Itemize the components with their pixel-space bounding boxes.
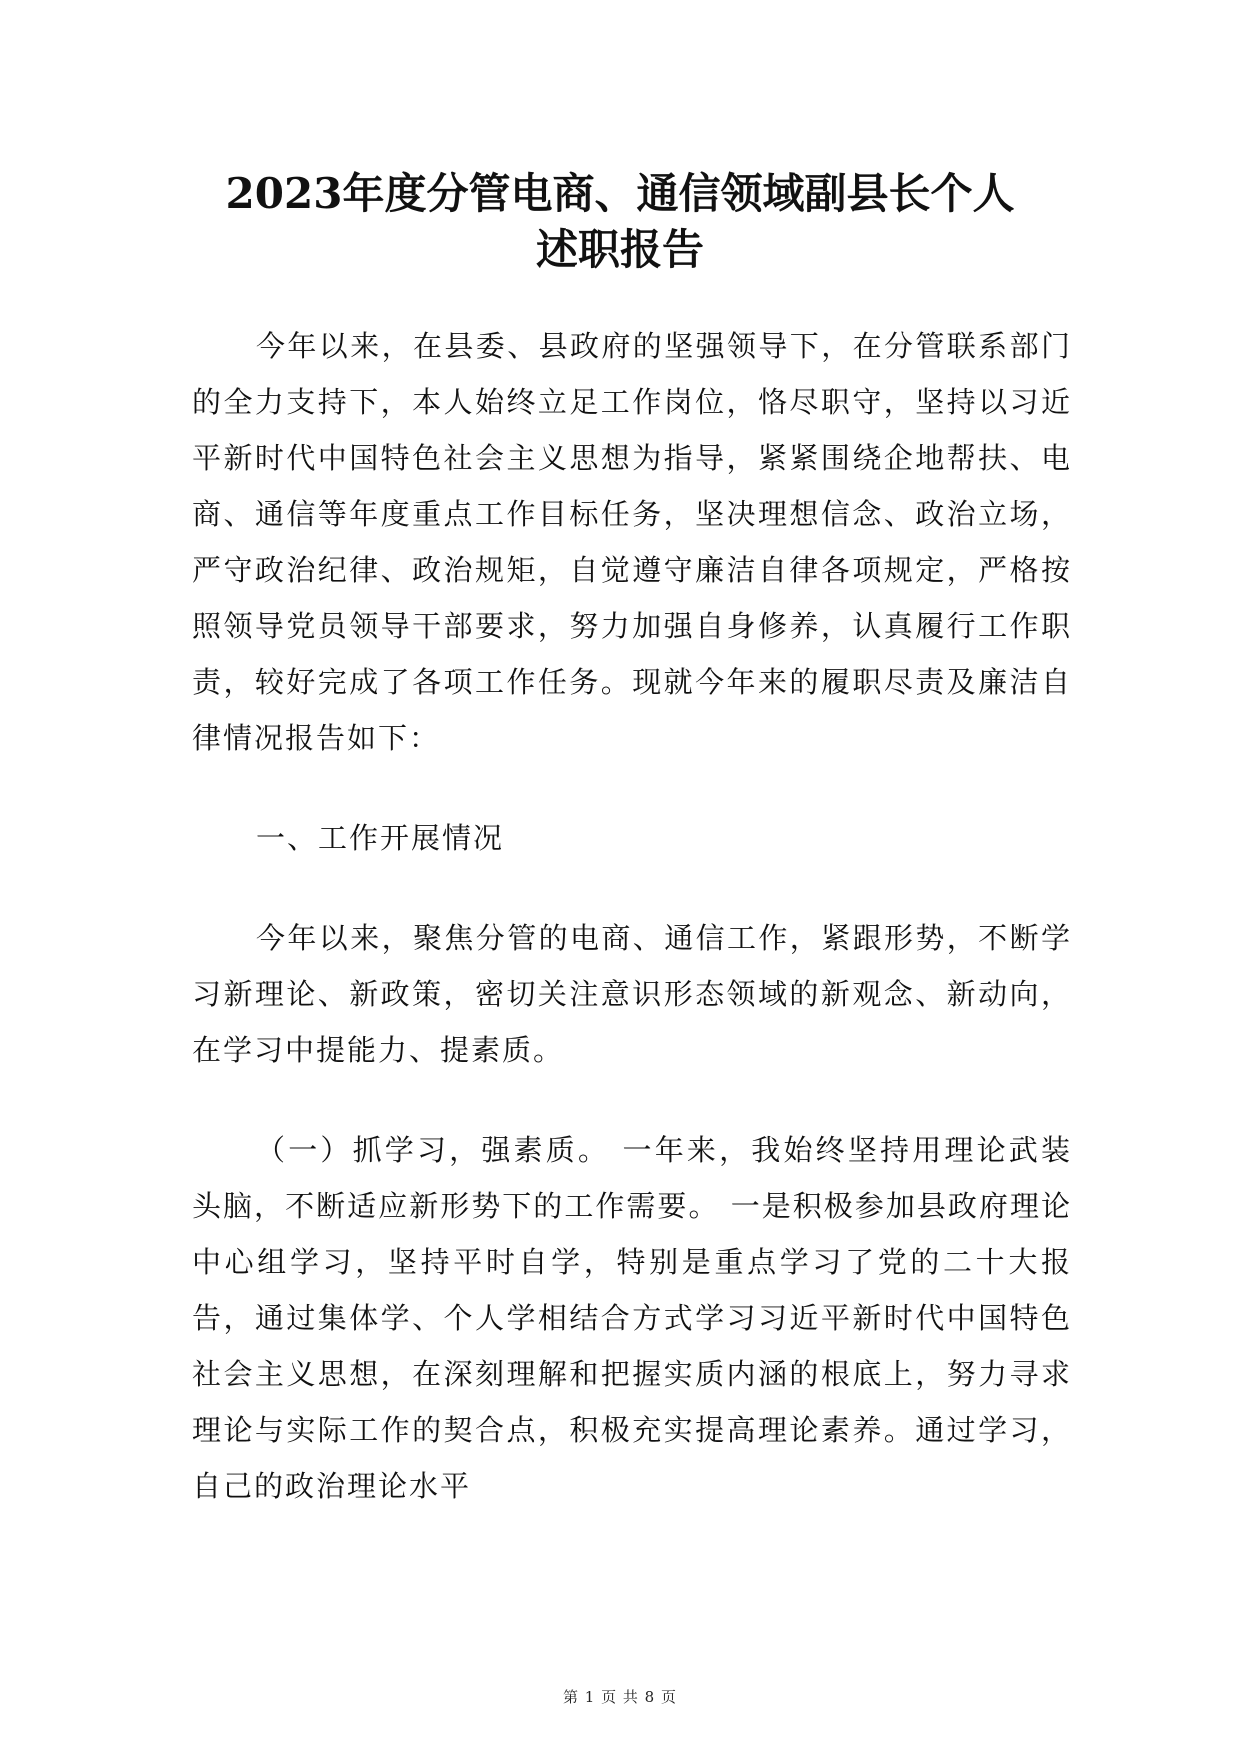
paragraph-overview: 今年以来，聚焦分管的电商、通信工作，紧跟形势，不断学习新理论、新政策，密切关注意识形态领域的新观念、新动向，在学习中提能力、提素质。 [192, 921, 1072, 1067]
title-line-1: 2023年度分管电商、通信领域副县长个人 [225, 169, 1015, 218]
section-heading: 一、工作开展情况 [256, 821, 505, 855]
page-number-footer: 第 1 页 共 8 页 [563, 1688, 677, 1706]
document-title [180, 166, 1060, 278]
document-body [192, 318, 1072, 1514]
paragraph-intro: 今年以来，在县委、县政府的坚强领导下，在分管联系部门的全力支持下，本人始终立足工作岗位，恪尽职守，坚持以习近平新时代中国特色社会主义思想为指导，紧紧围绕企地帮扶、电商、通信等年度重点工作目标任务，坚决理想信念、政治立场，严守政治纪律、政治规矩，自觉遵守廉洁自律各项规定，严格按照领导党员领导干部要求，努力加强自身修养，认真履行工作职责，较好完成了各项工作任务。现就今年来的履职尽责及廉洁自律情况报告如下： [192, 329, 1072, 755]
title-line-2: 述职报告 [535, 225, 704, 274]
paragraph-study: （一）抓学习，强素质。 一年来，我始终坚持用理论武装头脑，不断适应新形势下的工作需要。 一是积极参加县政府理论中心组学习，坚持平时自学，特别是重点学习了党的二十大报告，通过集体学、个人学相结合方式学习习近平新时代中国特色社会主义思想，在深刻理解和把握实质内涵的根底上，努力寻求理论与实际工作的契合点，积极充实提高理论素养。通过学习，自己的政治理论水平 [192, 1133, 1072, 1503]
